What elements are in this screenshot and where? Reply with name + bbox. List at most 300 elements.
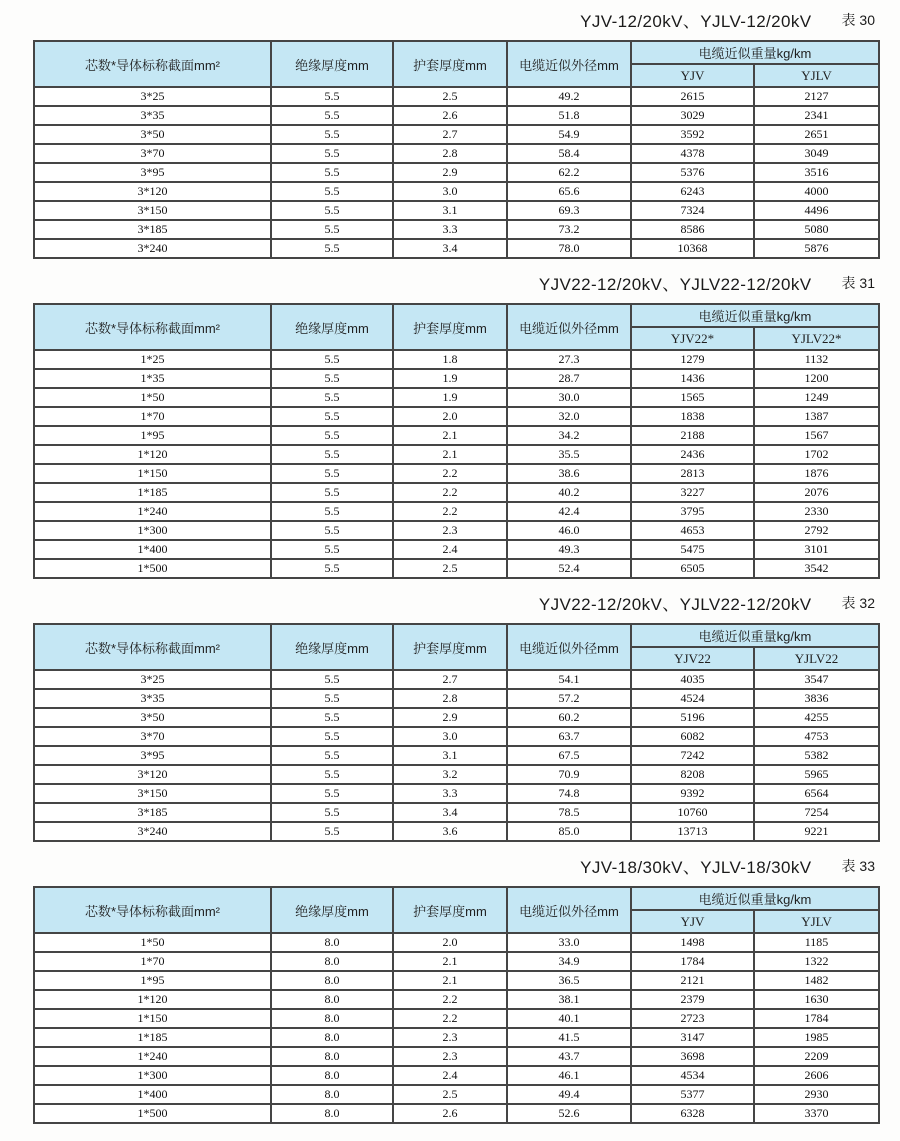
table-cell: 3*240	[34, 239, 271, 258]
table-cell: 3592	[631, 125, 754, 144]
table-row	[34, 502, 879, 521]
table-cell: 2.2	[393, 483, 507, 502]
table-cell: 3.1	[393, 746, 507, 765]
table-cell: 5475	[631, 540, 754, 559]
table-row	[34, 670, 879, 689]
table-cell: 2.6	[393, 1104, 507, 1123]
table-cell: 1482	[754, 971, 879, 990]
table-cell: 1322	[754, 952, 879, 971]
table-cell: 78.0	[507, 239, 631, 258]
table-cell: 8.0	[271, 1104, 393, 1123]
table-cell: 36.5	[507, 971, 631, 990]
table-cell: 1279	[631, 350, 754, 369]
table-cell: 2813	[631, 464, 754, 483]
table-cell: 3*35	[34, 106, 271, 125]
table-cell: 2.9	[393, 708, 507, 727]
table-row	[34, 803, 879, 822]
table-cell: 2.0	[393, 407, 507, 426]
table-cell: 5.5	[271, 822, 393, 841]
table-cell: 3*25	[34, 87, 271, 106]
table-section-31	[33, 269, 878, 579]
table-cell: 46.1	[507, 1066, 631, 1085]
table-cell: 1*70	[34, 952, 271, 971]
table-row	[34, 182, 879, 201]
table-cell: 2723	[631, 1009, 754, 1028]
table-cell: 5382	[754, 746, 879, 765]
table-number: 表 30	[841, 11, 875, 28]
table-cell: 2.3	[393, 1047, 507, 1066]
table-cell: 1*240	[34, 502, 271, 521]
weight-subcolumn-header: YJLV	[754, 64, 879, 87]
column-header: 护套厚度mm	[393, 624, 507, 670]
table-cell: 2.7	[393, 125, 507, 144]
table-cell: 60.2	[507, 708, 631, 727]
table-cell: 2127	[754, 87, 879, 106]
table-row	[34, 990, 879, 1009]
table-cell: 5376	[631, 163, 754, 182]
table-row	[34, 220, 879, 239]
table-cell: 5.5	[271, 784, 393, 803]
table-cell: 35.5	[507, 445, 631, 464]
table-row	[34, 106, 879, 125]
table-row	[34, 765, 879, 784]
table-cell: 1.9	[393, 369, 507, 388]
table-cell: 2.1	[393, 971, 507, 990]
table-cell: 3*120	[34, 182, 271, 201]
table-row	[34, 746, 879, 765]
table-cell: 5.5	[271, 746, 393, 765]
table-cell: 5.5	[271, 125, 393, 144]
table-cell: 3*95	[34, 746, 271, 765]
table-cell: 6564	[754, 784, 879, 803]
table-cell: 4035	[631, 670, 754, 689]
table-title: YJV22-12/20kV、YJLV22-12/20kV	[538, 275, 812, 294]
table-cell: 5.5	[271, 350, 393, 369]
table-cell: 1876	[754, 464, 879, 483]
table-cell: 1*25	[34, 350, 271, 369]
table-cell: 1*150	[34, 1009, 271, 1028]
table-section-30	[33, 6, 878, 259]
table-cell: 10760	[631, 803, 754, 822]
table-cell: 13713	[631, 822, 754, 841]
table-cell: 5.5	[271, 708, 393, 727]
cable-spec-table	[33, 303, 880, 579]
table-row	[34, 1104, 879, 1123]
table-cell: 5.5	[271, 689, 393, 708]
table-caption-row	[33, 852, 878, 879]
table-cell: 3*120	[34, 765, 271, 784]
table-cell: 5.5	[271, 727, 393, 746]
column-header: 电缆近似外径mm	[507, 887, 631, 933]
weight-group-header: 电缆近似重量kg/km	[631, 887, 879, 910]
table-cell: 1*95	[34, 426, 271, 445]
table-row	[34, 407, 879, 426]
table-cell: 8.0	[271, 933, 393, 952]
table-cell: 3*25	[34, 670, 271, 689]
table-cell: 2.5	[393, 87, 507, 106]
table-cell: 5.5	[271, 388, 393, 407]
table-cell: 1784	[754, 1009, 879, 1028]
table-cell: 49.2	[507, 87, 631, 106]
column-header: 绝缘厚度mm	[271, 624, 393, 670]
table-cell: 5.5	[271, 670, 393, 689]
table-cell: 1*500	[34, 1104, 271, 1123]
table-cell: 7242	[631, 746, 754, 765]
table-row	[34, 1085, 879, 1104]
table-cell: 1185	[754, 933, 879, 952]
table-cell: 32.0	[507, 407, 631, 426]
table-cell: 1249	[754, 388, 879, 407]
table-row	[34, 87, 879, 106]
table-cell: 5876	[754, 239, 879, 258]
table-cell: 5377	[631, 1085, 754, 1104]
table-cell: 2188	[631, 426, 754, 445]
table-cell: 4753	[754, 727, 879, 746]
table-row	[34, 350, 879, 369]
table-caption-row	[33, 589, 878, 616]
table-row	[34, 708, 879, 727]
table-row	[34, 163, 879, 182]
table-cell: 3.0	[393, 182, 507, 201]
table-row	[34, 521, 879, 540]
table-row	[34, 1066, 879, 1085]
table-cell: 2209	[754, 1047, 879, 1066]
column-header: 护套厚度mm	[393, 41, 507, 87]
table-cell: 1*120	[34, 990, 271, 1009]
table-cell: 2.6	[393, 106, 507, 125]
table-cell: 49.3	[507, 540, 631, 559]
table-cell: 73.2	[507, 220, 631, 239]
table-cell: 2.8	[393, 689, 507, 708]
table-cell: 3516	[754, 163, 879, 182]
table-cell: 28.7	[507, 369, 631, 388]
table-cell: 5.5	[271, 445, 393, 464]
table-cell: 2606	[754, 1066, 879, 1085]
weight-subcolumn-header: YJV22	[631, 647, 754, 670]
table-cell: 8586	[631, 220, 754, 239]
weight-subcolumn-header: YJV22*	[631, 327, 754, 350]
table-row	[34, 483, 879, 502]
table-cell: 3*95	[34, 163, 271, 182]
column-header: 护套厚度mm	[393, 304, 507, 350]
table-cell: 42.4	[507, 502, 631, 521]
table-cell: 57.2	[507, 689, 631, 708]
table-cell: 1.8	[393, 350, 507, 369]
table-section-32	[33, 589, 878, 842]
table-cell: 1*500	[34, 559, 271, 578]
table-cell: 4378	[631, 144, 754, 163]
weight-subcolumn-header: YJV	[631, 64, 754, 87]
table-cell: 62.2	[507, 163, 631, 182]
table-cell: 1.9	[393, 388, 507, 407]
table-row	[34, 559, 879, 578]
table-cell: 1*95	[34, 971, 271, 990]
table-cell: 1838	[631, 407, 754, 426]
table-cell: 3836	[754, 689, 879, 708]
table-cell: 2.4	[393, 540, 507, 559]
table-cell: 2.1	[393, 426, 507, 445]
table-cell: 8.0	[271, 952, 393, 971]
table-cell: 5.5	[271, 239, 393, 258]
table-cell: 2651	[754, 125, 879, 144]
table-cell: 8.0	[271, 971, 393, 990]
table-cell: 9392	[631, 784, 754, 803]
table-cell: 7254	[754, 803, 879, 822]
table-cell: 3.4	[393, 239, 507, 258]
column-header: 绝缘厚度mm	[271, 41, 393, 87]
table-cell: 1*300	[34, 1066, 271, 1085]
table-row	[34, 1009, 879, 1028]
table-cell: 1784	[631, 952, 754, 971]
table-cell: 3.3	[393, 784, 507, 803]
table-cell: 6243	[631, 182, 754, 201]
table-cell: 5080	[754, 220, 879, 239]
table-cell: 5.5	[271, 765, 393, 784]
table-cell: 5965	[754, 765, 879, 784]
table-cell: 5.5	[271, 464, 393, 483]
table-cell: 1*400	[34, 1085, 271, 1104]
table-cell: 49.4	[507, 1085, 631, 1104]
table-cell: 1436	[631, 369, 754, 388]
table-cell: 2.3	[393, 521, 507, 540]
table-cell: 1*50	[34, 933, 271, 952]
table-row	[34, 1028, 879, 1047]
table-cell: 1*240	[34, 1047, 271, 1066]
table-cell: 34.9	[507, 952, 631, 971]
table-cell: 54.9	[507, 125, 631, 144]
table-cell: 40.2	[507, 483, 631, 502]
column-header: 护套厚度mm	[393, 887, 507, 933]
table-cell: 5.5	[271, 521, 393, 540]
table-row	[34, 445, 879, 464]
weight-subcolumn-header: YJLV22*	[754, 327, 879, 350]
table-cell: 5.5	[271, 426, 393, 445]
table-cell: 3227	[631, 483, 754, 502]
table-cell: 43.7	[507, 1047, 631, 1066]
table-cell: 78.5	[507, 803, 631, 822]
table-cell: 3*70	[34, 727, 271, 746]
table-cell: 38.6	[507, 464, 631, 483]
table-title: YJV-12/20kV、YJLV-12/20kV	[580, 12, 812, 31]
table-cell: 1*120	[34, 445, 271, 464]
table-cell: 69.3	[507, 201, 631, 220]
table-cell: 1702	[754, 445, 879, 464]
table-cell: 2.2	[393, 502, 507, 521]
table-title: YJV22-12/20kV、YJLV22-12/20kV	[538, 595, 812, 614]
table-row	[34, 689, 879, 708]
table-cell: 2615	[631, 87, 754, 106]
table-cell: 4534	[631, 1066, 754, 1085]
table-cell: 3698	[631, 1047, 754, 1066]
table-cell: 3.2	[393, 765, 507, 784]
table-cell: 5.5	[271, 182, 393, 201]
table-cell: 85.0	[507, 822, 631, 841]
column-header: 绝缘厚度mm	[271, 887, 393, 933]
table-row	[34, 727, 879, 746]
table-cell: 2379	[631, 990, 754, 1009]
cable-spec-table	[33, 40, 880, 259]
table-cell: 2330	[754, 502, 879, 521]
table-cell: 5.5	[271, 803, 393, 822]
column-header: 电缆近似外径mm	[507, 304, 631, 350]
table-cell: 8.0	[271, 1009, 393, 1028]
table-cell: 5.5	[271, 87, 393, 106]
column-header: 芯数*导体标称截面mm²	[34, 887, 271, 933]
table-cell: 3*185	[34, 220, 271, 239]
table-caption-row	[33, 269, 878, 296]
table-cell: 3*50	[34, 708, 271, 727]
table-cell: 2.3	[393, 1028, 507, 1047]
table-cell: 3370	[754, 1104, 879, 1123]
table-cell: 1*150	[34, 464, 271, 483]
table-cell: 6505	[631, 559, 754, 578]
table-cell: 70.9	[507, 765, 631, 784]
table-cell: 51.8	[507, 106, 631, 125]
table-cell: 1200	[754, 369, 879, 388]
table-cell: 2.5	[393, 1085, 507, 1104]
table-cell: 30.0	[507, 388, 631, 407]
table-row	[34, 144, 879, 163]
weight-subcolumn-header: YJLV22	[754, 647, 879, 670]
table-cell: 63.7	[507, 727, 631, 746]
table-cell: 5196	[631, 708, 754, 727]
table-cell: 33.0	[507, 933, 631, 952]
table-cell: 2.5	[393, 559, 507, 578]
table-cell: 3547	[754, 670, 879, 689]
table-cell: 34.2	[507, 426, 631, 445]
table-cell: 3542	[754, 559, 879, 578]
table-cell: 3*185	[34, 803, 271, 822]
table-cell: 1*185	[34, 483, 271, 502]
table-row	[34, 971, 879, 990]
table-cell: 46.0	[507, 521, 631, 540]
table-cell: 3.0	[393, 727, 507, 746]
weight-subcolumn-header: YJV	[631, 910, 754, 933]
table-cell: 1985	[754, 1028, 879, 1047]
table-cell: 3.1	[393, 201, 507, 220]
table-cell: 3049	[754, 144, 879, 163]
table-cell: 65.6	[507, 182, 631, 201]
column-header: 电缆近似外径mm	[507, 624, 631, 670]
table-cell: 2.7	[393, 670, 507, 689]
table-cell: 3*70	[34, 144, 271, 163]
table-cell: 3147	[631, 1028, 754, 1047]
table-cell: 5.5	[271, 201, 393, 220]
table-cell: 2341	[754, 106, 879, 125]
table-cell: 1*300	[34, 521, 271, 540]
table-cell: 3.3	[393, 220, 507, 239]
table-cell: 3*150	[34, 784, 271, 803]
table-cell: 1132	[754, 350, 879, 369]
table-cell: 2.1	[393, 952, 507, 971]
weight-group-header: 电缆近似重量kg/km	[631, 304, 879, 327]
table-cell: 3*240	[34, 822, 271, 841]
table-cell: 1*400	[34, 540, 271, 559]
table-cell: 5.5	[271, 369, 393, 388]
table-cell: 1387	[754, 407, 879, 426]
table-cell: 5.5	[271, 502, 393, 521]
table-row	[34, 952, 879, 971]
table-cell: 7324	[631, 201, 754, 220]
weight-group-header: 电缆近似重量kg/km	[631, 624, 879, 647]
table-cell: 2.4	[393, 1066, 507, 1085]
table-cell: 2930	[754, 1085, 879, 1104]
table-cell: 1498	[631, 933, 754, 952]
table-row	[34, 239, 879, 258]
table-row	[34, 822, 879, 841]
table-title: YJV-18/30kV、YJLV-18/30kV	[580, 858, 812, 877]
table-cell: 5.5	[271, 540, 393, 559]
table-cell: 27.3	[507, 350, 631, 369]
table-cell: 8.0	[271, 1066, 393, 1085]
table-number: 表 31	[841, 274, 875, 291]
table-cell: 2.2	[393, 1009, 507, 1028]
column-header: 芯数*导体标称截面mm²	[34, 304, 271, 350]
table-cell: 9221	[754, 822, 879, 841]
table-caption-row	[33, 6, 878, 33]
table-number: 表 32	[841, 594, 875, 611]
table-cell: 41.5	[507, 1028, 631, 1047]
cable-spec-table	[33, 623, 880, 842]
table-cell: 2792	[754, 521, 879, 540]
table-cell: 1*50	[34, 388, 271, 407]
table-number: 表 33	[841, 857, 875, 874]
table-row	[34, 464, 879, 483]
table-cell: 3795	[631, 502, 754, 521]
table-row	[34, 125, 879, 144]
column-header: 绝缘厚度mm	[271, 304, 393, 350]
table-cell: 8.0	[271, 1028, 393, 1047]
table-cell: 1*35	[34, 369, 271, 388]
table-cell: 3*35	[34, 689, 271, 708]
table-cell: 8.0	[271, 1047, 393, 1066]
column-header: 电缆近似外径mm	[507, 41, 631, 87]
table-row	[34, 933, 879, 952]
table-cell: 5.5	[271, 407, 393, 426]
table-cell: 6082	[631, 727, 754, 746]
table-cell: 38.1	[507, 990, 631, 1009]
table-cell: 2076	[754, 483, 879, 502]
table-cell: 3101	[754, 540, 879, 559]
table-cell: 5.5	[271, 220, 393, 239]
table-cell: 52.4	[507, 559, 631, 578]
table-cell: 5.5	[271, 163, 393, 182]
table-cell: 4653	[631, 521, 754, 540]
table-row	[34, 1047, 879, 1066]
table-row	[34, 388, 879, 407]
table-section-33	[33, 852, 878, 1124]
table-cell: 5.5	[271, 144, 393, 163]
table-cell: 67.5	[507, 746, 631, 765]
table-cell: 3029	[631, 106, 754, 125]
table-cell: 6328	[631, 1104, 754, 1123]
table-cell: 3*50	[34, 125, 271, 144]
table-cell: 40.1	[507, 1009, 631, 1028]
table-row	[34, 201, 879, 220]
table-cell: 4000	[754, 182, 879, 201]
weight-subcolumn-header: YJLV	[754, 910, 879, 933]
table-cell: 2.2	[393, 464, 507, 483]
table-cell: 54.1	[507, 670, 631, 689]
table-cell: 2.8	[393, 144, 507, 163]
table-cell: 74.8	[507, 784, 631, 803]
table-cell: 2436	[631, 445, 754, 464]
table-cell: 52.6	[507, 1104, 631, 1123]
table-cell: 4524	[631, 689, 754, 708]
table-cell: 58.4	[507, 144, 631, 163]
table-row	[34, 426, 879, 445]
column-header: 芯数*导体标称截面mm²	[34, 41, 271, 87]
